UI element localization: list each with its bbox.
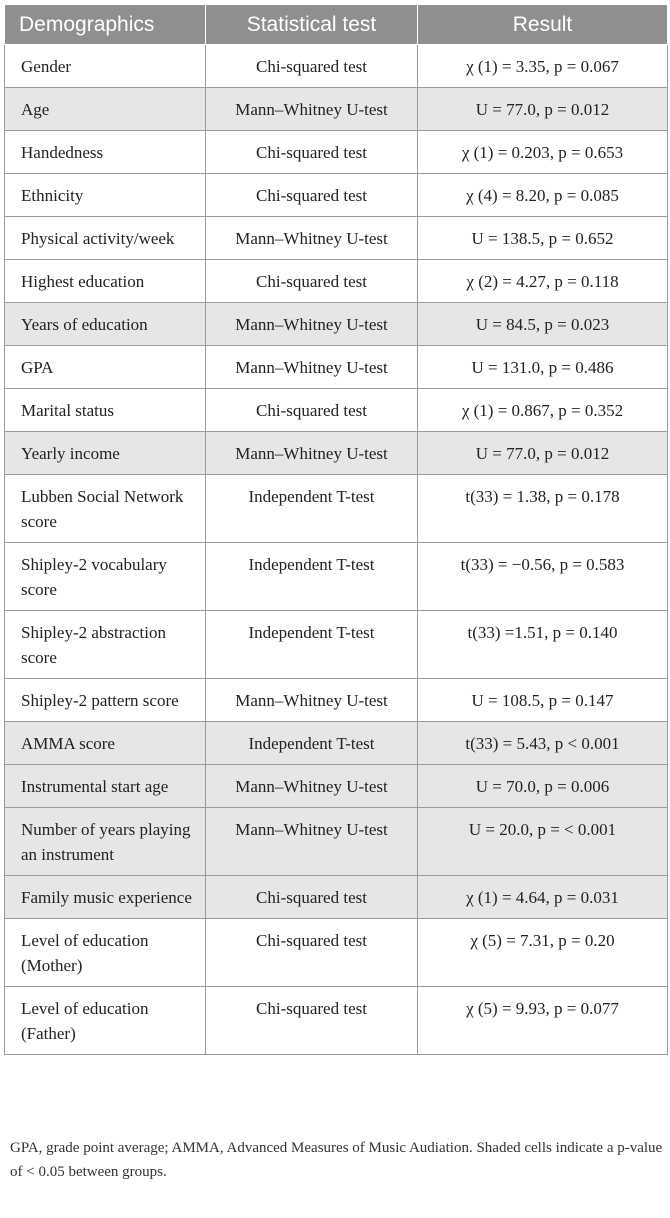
statistical-test-cell: Mann–Whitney U-test	[206, 346, 418, 389]
table-row	[5, 131, 668, 174]
result-cell: t(33) = 1.38, p = 0.178	[418, 475, 668, 543]
result-cell: χ (1) = 0.867, p = 0.352	[418, 389, 668, 432]
demographic-cell: Yearly income	[5, 432, 206, 475]
statistical-test-cell: Chi-squared test	[206, 876, 418, 919]
statistical-test-cell: Independent T-test	[206, 722, 418, 765]
result-cell: t(33) =1.51, p = 0.140	[418, 611, 668, 679]
demographic-cell: Marital status	[5, 389, 206, 432]
statistical-test-cell: Independent T-test	[206, 475, 418, 543]
result-cell: U = 84.5, p = 0.023	[418, 303, 668, 346]
result-cell: U = 108.5, p = 0.147	[418, 679, 668, 722]
table-row	[5, 765, 668, 808]
result-cell: χ (1) = 0.203, p = 0.653	[418, 131, 668, 174]
statistical-test-cell: Independent T-test	[206, 543, 418, 611]
demographic-cell: Level of education (Father)	[5, 987, 206, 1055]
demographic-cell: Gender	[5, 45, 206, 88]
table-header-row	[5, 5, 668, 45]
demographic-cell: Shipley-2 abstraction score	[5, 611, 206, 679]
statistical-test-cell: Mann–Whitney U-test	[206, 679, 418, 722]
demographic-cell: Ethnicity	[5, 174, 206, 217]
table-row	[5, 475, 668, 543]
result-cell: χ (5) = 9.93, p = 0.077	[418, 987, 668, 1055]
demographic-cell: Shipley-2 vocabulary score	[5, 543, 206, 611]
table-row	[5, 876, 668, 919]
statistical-test-cell: Chi-squared test	[206, 389, 418, 432]
statistical-test-cell: Mann–Whitney U-test	[206, 432, 418, 475]
table-row	[5, 389, 668, 432]
table-row	[5, 722, 668, 765]
statistical-test-cell: Mann–Whitney U-test	[206, 808, 418, 876]
table-row	[5, 611, 668, 679]
demographic-cell: GPA	[5, 346, 206, 389]
demographic-cell: Lubben Social Network score	[5, 475, 206, 543]
header-result: Result	[418, 5, 668, 45]
demographic-cell: Number of years playing an instrument	[5, 808, 206, 876]
result-cell: χ (5) = 7.31, p = 0.20	[418, 919, 668, 987]
table-body	[5, 45, 668, 1055]
result-cell: U = 77.0, p = 0.012	[418, 88, 668, 131]
table-row	[5, 987, 668, 1055]
table-footnote: GPA, grade point average; AMMA, Advanced Measures of Music Audiation. Shaded cells indicate a p-value of < 0.05 between groups.	[10, 1140, 663, 1180]
statistical-test-cell: Mann–Whitney U-test	[206, 88, 418, 131]
statistical-test-cell: Mann–Whitney U-test	[206, 765, 418, 808]
statistical-test-cell: Chi-squared test	[206, 919, 418, 987]
result-cell: t(33) = −0.56, p = 0.583	[418, 543, 668, 611]
result-cell: χ (1) = 4.64, p = 0.031	[418, 876, 668, 919]
table-row	[5, 217, 668, 260]
table-row	[5, 808, 668, 876]
header-demographics: Demographics	[5, 5, 206, 45]
demographic-cell: Instrumental start age	[5, 765, 206, 808]
statistical-test-cell: Chi-squared test	[206, 45, 418, 88]
table-row	[5, 679, 668, 722]
result-cell: U = 131.0, p = 0.486	[418, 346, 668, 389]
demographic-cell: Physical activity/week	[5, 217, 206, 260]
demographic-cell: Years of education	[5, 303, 206, 346]
table-row	[5, 543, 668, 611]
result-cell: U = 138.5, p = 0.652	[418, 217, 668, 260]
result-cell: U = 77.0, p = 0.012	[418, 432, 668, 475]
statistical-test-cell: Independent T-test	[206, 611, 418, 679]
statistical-test-cell: Chi-squared test	[206, 260, 418, 303]
statistical-test-cell: Chi-squared test	[206, 131, 418, 174]
statistical-test-cell: Mann–Whitney U-test	[206, 217, 418, 260]
header-statistical-test: Statistical test	[206, 5, 418, 45]
table-row	[5, 88, 668, 131]
demographics-table	[4, 4, 668, 1055]
demographic-cell: Highest education	[5, 260, 206, 303]
statistical-test-cell: Chi-squared test	[206, 987, 418, 1055]
table-row	[5, 303, 668, 346]
table-row	[5, 346, 668, 389]
table-row	[5, 45, 668, 88]
table-row	[5, 432, 668, 475]
demographic-cell: Family music experience	[5, 876, 206, 919]
result-cell: χ (4) = 8.20, p = 0.085	[418, 174, 668, 217]
statistical-test-cell: Mann–Whitney U-test	[206, 303, 418, 346]
table-row	[5, 919, 668, 987]
result-cell: t(33) = 5.43, p < 0.001	[418, 722, 668, 765]
table-row	[5, 174, 668, 217]
result-cell: χ (2) = 4.27, p = 0.118	[418, 260, 668, 303]
table-row	[5, 260, 668, 303]
result-cell: U = 70.0, p = 0.006	[418, 765, 668, 808]
result-cell: U = 20.0, p = < 0.001	[418, 808, 668, 876]
statistical-test-cell: Chi-squared test	[206, 174, 418, 217]
demographic-cell: Level of education (Mother)	[5, 919, 206, 987]
demographic-cell: Age	[5, 88, 206, 131]
result-cell: χ (1) = 3.35, p = 0.067	[418, 45, 668, 88]
demographic-cell: AMMA score	[5, 722, 206, 765]
demographic-cell: Handedness	[5, 131, 206, 174]
demographic-cell: Shipley-2 pattern score	[5, 679, 206, 722]
